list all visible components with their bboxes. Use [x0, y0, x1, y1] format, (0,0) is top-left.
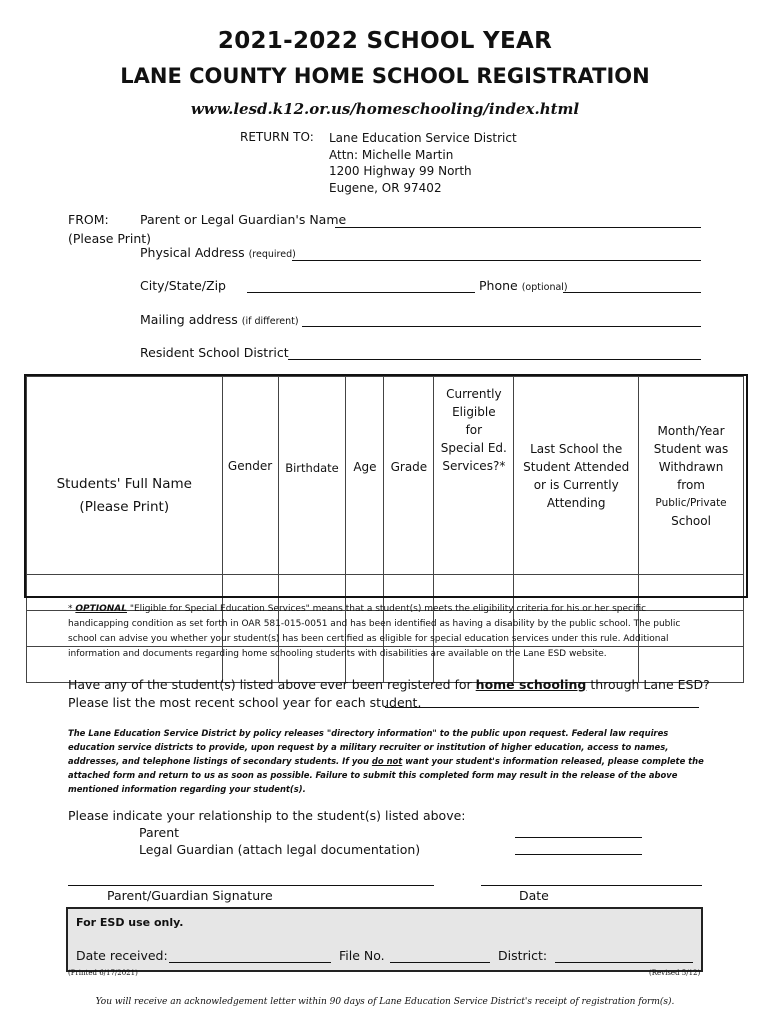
website-url[interactable]: www.lesd.k12.or.us/homeschooling/index.html [190, 100, 580, 118]
return-line: Attn: Michelle Martin [329, 147, 454, 162]
relationship-section [68, 807, 466, 858]
address-label [140, 245, 296, 260]
header-last-school [514, 377, 639, 575]
return-line: Eugene, OR 97402 [329, 180, 442, 195]
header-withdrawn [639, 377, 744, 575]
special-ed-note [68, 602, 708, 662]
header-line: or is Currently [533, 477, 619, 492]
question-underlined: home schooling [475, 677, 587, 692]
district-field[interactable] [288, 359, 701, 360]
parent-name-label: Parent or Legal Guardian's Name [140, 212, 347, 227]
parent-check-field[interactable] [515, 837, 642, 838]
city-field[interactable] [247, 292, 475, 293]
esd-district-label: District: [498, 948, 548, 963]
from-sublabel: (Please Print) [68, 231, 152, 246]
header-line: Withdrawn [658, 459, 724, 474]
esd-file-label: File No. [339, 948, 385, 963]
relationship-parent-label: Parent [139, 825, 180, 840]
header-line: Currently [446, 387, 502, 401]
title-main: LANE COUNTY HOME SCHOOL REGISTRATION [120, 64, 650, 88]
esd-use-box [66, 907, 703, 972]
header-line: from [677, 477, 705, 492]
header-name-line: Students' Full Name [56, 475, 192, 492]
policy-underlined: do not [371, 756, 403, 766]
city-label: City/State/Zip [140, 278, 226, 293]
header-line: Eligible [452, 405, 496, 419]
header-line: Month/Year [657, 423, 725, 438]
from-label: FROM: [68, 212, 109, 227]
header-grade: Grade [384, 377, 434, 575]
header-age: Age [346, 377, 384, 575]
mailing-label [140, 312, 299, 327]
date-label: Date [519, 888, 549, 903]
relationship-guardian-label: Legal Guardian (attach legal documentation) [139, 842, 421, 857]
phone-label-text: Phone [479, 278, 518, 293]
return-line: Lane Education Service District [329, 131, 517, 145]
header-line: Services?* [442, 459, 506, 473]
acknowledgement-note: You will receive an acknowledgement letter within 90 days of Lane Education Service District's receipt of registration form(s). [95, 997, 675, 1007]
question-part2: through Lane ESD? Please list the most recent school year for each student. [68, 677, 710, 710]
esd-file-field[interactable] [390, 962, 490, 963]
phone-note: (optional) [521, 282, 568, 293]
header-line: Student was [653, 441, 729, 456]
address-field[interactable] [292, 260, 701, 261]
mailing-note: (if different) [241, 316, 299, 327]
header-line: for [465, 423, 483, 437]
header-special-ed [434, 377, 514, 575]
question-part1: Have any of the student(s) listed above ever been registered for [68, 677, 476, 692]
header-line: Student Attended [523, 459, 630, 474]
header-line: School [671, 513, 711, 528]
esd-title: For ESD use only. [76, 916, 184, 929]
parent-name-field[interactable] [335, 227, 701, 228]
header-gender: Gender [222, 377, 278, 575]
header-name-line: (Please Print) [79, 498, 170, 515]
address-label-text: Physical Address [140, 245, 245, 260]
address-note: (required) [248, 249, 296, 260]
revised-date: (Revised 5/12) [649, 969, 701, 977]
phone-field[interactable] [563, 292, 701, 293]
header-line: Special Ed. [440, 441, 507, 455]
return-to-address [329, 130, 517, 196]
esd-date-field[interactable] [169, 962, 331, 963]
note-prefix: * [68, 604, 76, 614]
mailing-label-text: Mailing address [140, 312, 238, 327]
directory-policy [68, 726, 708, 796]
phone-label [479, 278, 568, 293]
esd-date-label: Date received: [76, 948, 168, 963]
note-optional: OPTIONAL [75, 604, 127, 614]
header-birthdate: Birthdate [278, 377, 346, 575]
district-label: Resident School District [140, 345, 289, 360]
mailing-field[interactable] [302, 326, 701, 327]
relationship-prompt: Please indicate your relationship to the student(s) listed above: [68, 808, 466, 823]
header-line: Public/Private [655, 496, 727, 509]
printed-date: (Printed 6/17/2021) [68, 969, 138, 977]
header-student-name [27, 377, 223, 575]
return-to-label: RETURN TO: [240, 130, 314, 144]
school-year-field[interactable] [385, 707, 699, 708]
return-line: 1200 Highway 99 North [329, 164, 472, 178]
guardian-check-field[interactable] [515, 854, 642, 855]
table-header-row [27, 377, 744, 575]
header-line: Attending [546, 495, 606, 510]
note-text: "Eligible for Special Education Services" means that a student(s) meets the eligibility criteria for his or her specific handicapping condition as set forth in OAR 581-015-0051 and has been identified as having a disability by the public school. The public school can advise you whether your student(s) has been certified as eligible for special education services under this rule. Additional information and documents regarding home schooling students with disabilities are available on the Lane ESD website. [68, 604, 681, 659]
signature-label: Parent/Guardian Signature [107, 888, 273, 903]
header-line: Last School the [530, 441, 623, 456]
esd-district-field[interactable] [555, 962, 693, 963]
signature-field[interactable] [68, 885, 434, 886]
policy-part2: want your student's information released, please complete the attached form and return to us as soon as possible. Failure to submit this completed form may result in the release of the above mentioned information regarding your student(s). [68, 756, 704, 794]
title-year: 2021-2022 SCHOOL YEAR [217, 28, 553, 54]
date-field[interactable] [481, 885, 702, 886]
policy-part1: The Lane Education Service District by policy releases "directory information" to the public upon request. Federal law requires education service districts to provide, upon request by a military recruiter or institution of higher education, access to names, addresses, and telephone listings of secondary students. If you [68, 728, 669, 766]
